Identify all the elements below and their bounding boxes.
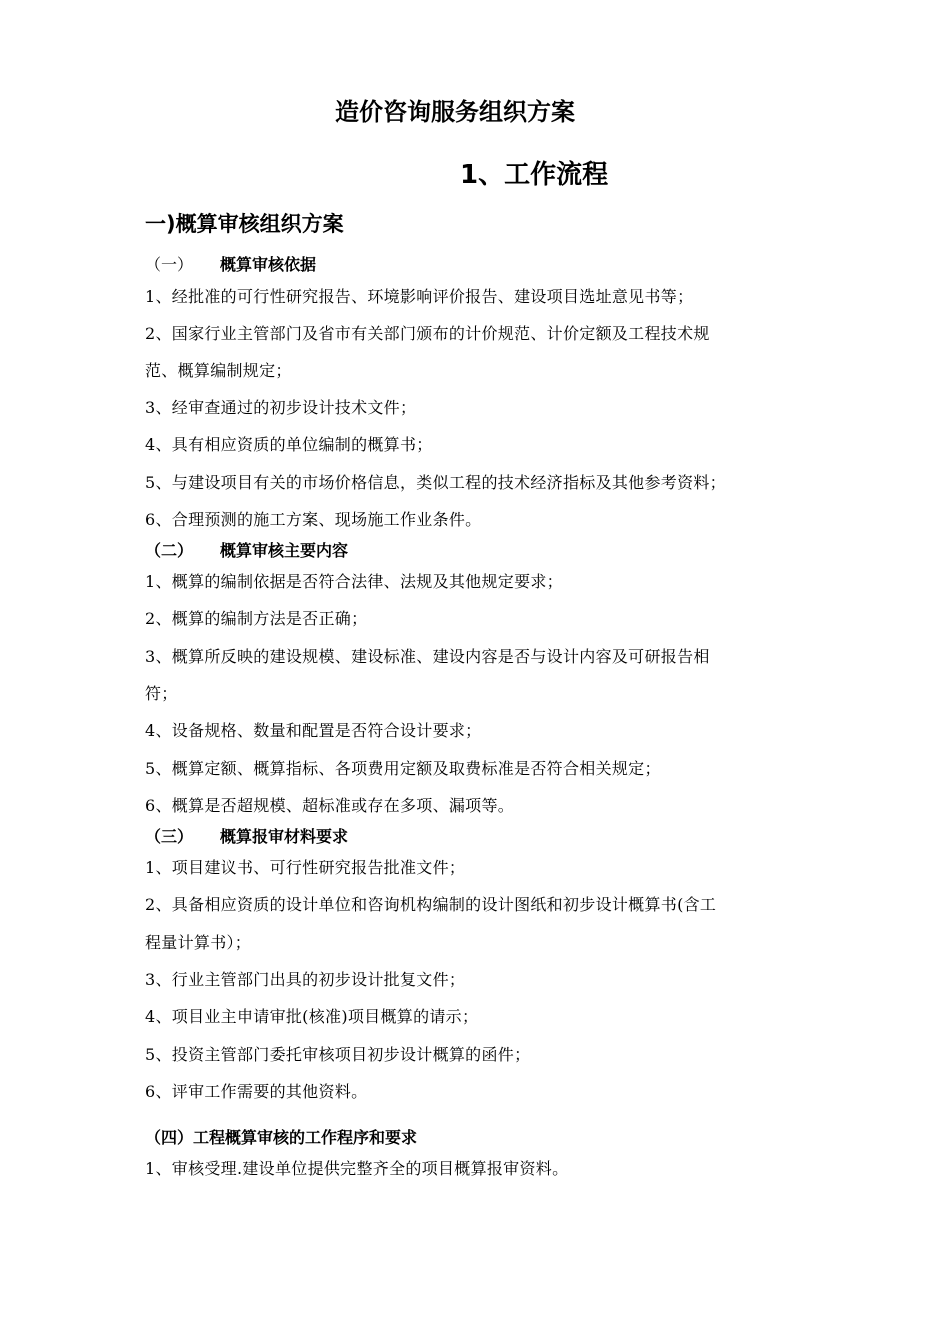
- list-item: 范、概算编制规定；: [145, 361, 292, 380]
- list-item: 5、概算定额、概算指标、各项费用定额及取费标准是否符合相关规定；: [145, 759, 661, 778]
- subsection-heading-2: [145, 538, 348, 561]
- list-item: 6、概算是否超规模、超标准或存在多项、漏项等。: [145, 796, 515, 815]
- list-item: 1、概算的编制依据是否符合法律、法规及其他规定要求；: [145, 572, 563, 591]
- subsection-heading-1: [145, 252, 316, 275]
- subsection-heading-4: （四）工程概算审核的工作程序和要求: [145, 1128, 418, 1147]
- list-item: 3、概算所反映的建设规模、建设标准、建设内容是否与设计内容及可研报告相: [145, 647, 710, 666]
- subsection-label: 概算报审材料要求: [220, 827, 349, 846]
- list-item: 4、设备规格、数量和配置是否符合设计要求；: [145, 721, 482, 740]
- list-item: 5、投资主管部门委托审核项目初步设计概算的函件；: [145, 1045, 531, 1064]
- list-item: 4、项目业主申请审批(核准)项目概算的请示；: [145, 1007, 479, 1026]
- list-item: 4、具有相应资质的单位编制的概算书；: [145, 435, 433, 454]
- list-item: 1、审核受理.建设单位提供完整齐全的项目概算报审资料。: [145, 1159, 569, 1178]
- list-item: 1、经批准的可行性研究报告、环境影响评价报告、建设项目选址意见书等；: [145, 287, 694, 306]
- list-item: 3、经审查通过的初步设计技术文件；: [145, 398, 417, 417]
- subsection-number: （二）: [145, 541, 194, 560]
- list-item: 6、合理预测的施工方案、现场施工作业条件。: [145, 510, 482, 529]
- subsection-heading-3: [145, 824, 348, 847]
- list-item: 1、项目建议书、可行性研究报告批准文件；: [145, 858, 466, 877]
- list-item: 程量计算书）；: [145, 933, 252, 952]
- list-item: 2、具备相应资质的设计单位和咨询机构编制的设计图纸和初步设计概算书(含工: [145, 895, 717, 914]
- list-item: 2、国家行业主管部门及省市有关部门颁布的计价规范、计价定额及工程技术规: [145, 324, 710, 343]
- list-item: 6、评审工作需要的其他资料。: [145, 1082, 368, 1101]
- list-item: 3、行业主管部门出具的初步设计批复文件；: [145, 970, 466, 989]
- subsection-number: （一）: [145, 255, 194, 274]
- doc-title: 造价咨询服务组织方案: [335, 98, 575, 126]
- part-heading: 一)概算审核组织方案: [145, 212, 344, 236]
- subsection-label: 概算审核主要内容: [220, 541, 349, 560]
- subsection-number: （三）: [145, 827, 194, 846]
- list-item: 5、与建设项目有关的市场价格信息，类似工程的技术经济指标及其他参考资料；: [145, 473, 726, 492]
- subsection-label: 概算审核依据: [220, 255, 317, 274]
- section-heading: 1、工作流程: [460, 160, 609, 190]
- list-item: 符；: [145, 684, 178, 703]
- list-item: 2、概算的编制方法是否正确；: [145, 609, 368, 628]
